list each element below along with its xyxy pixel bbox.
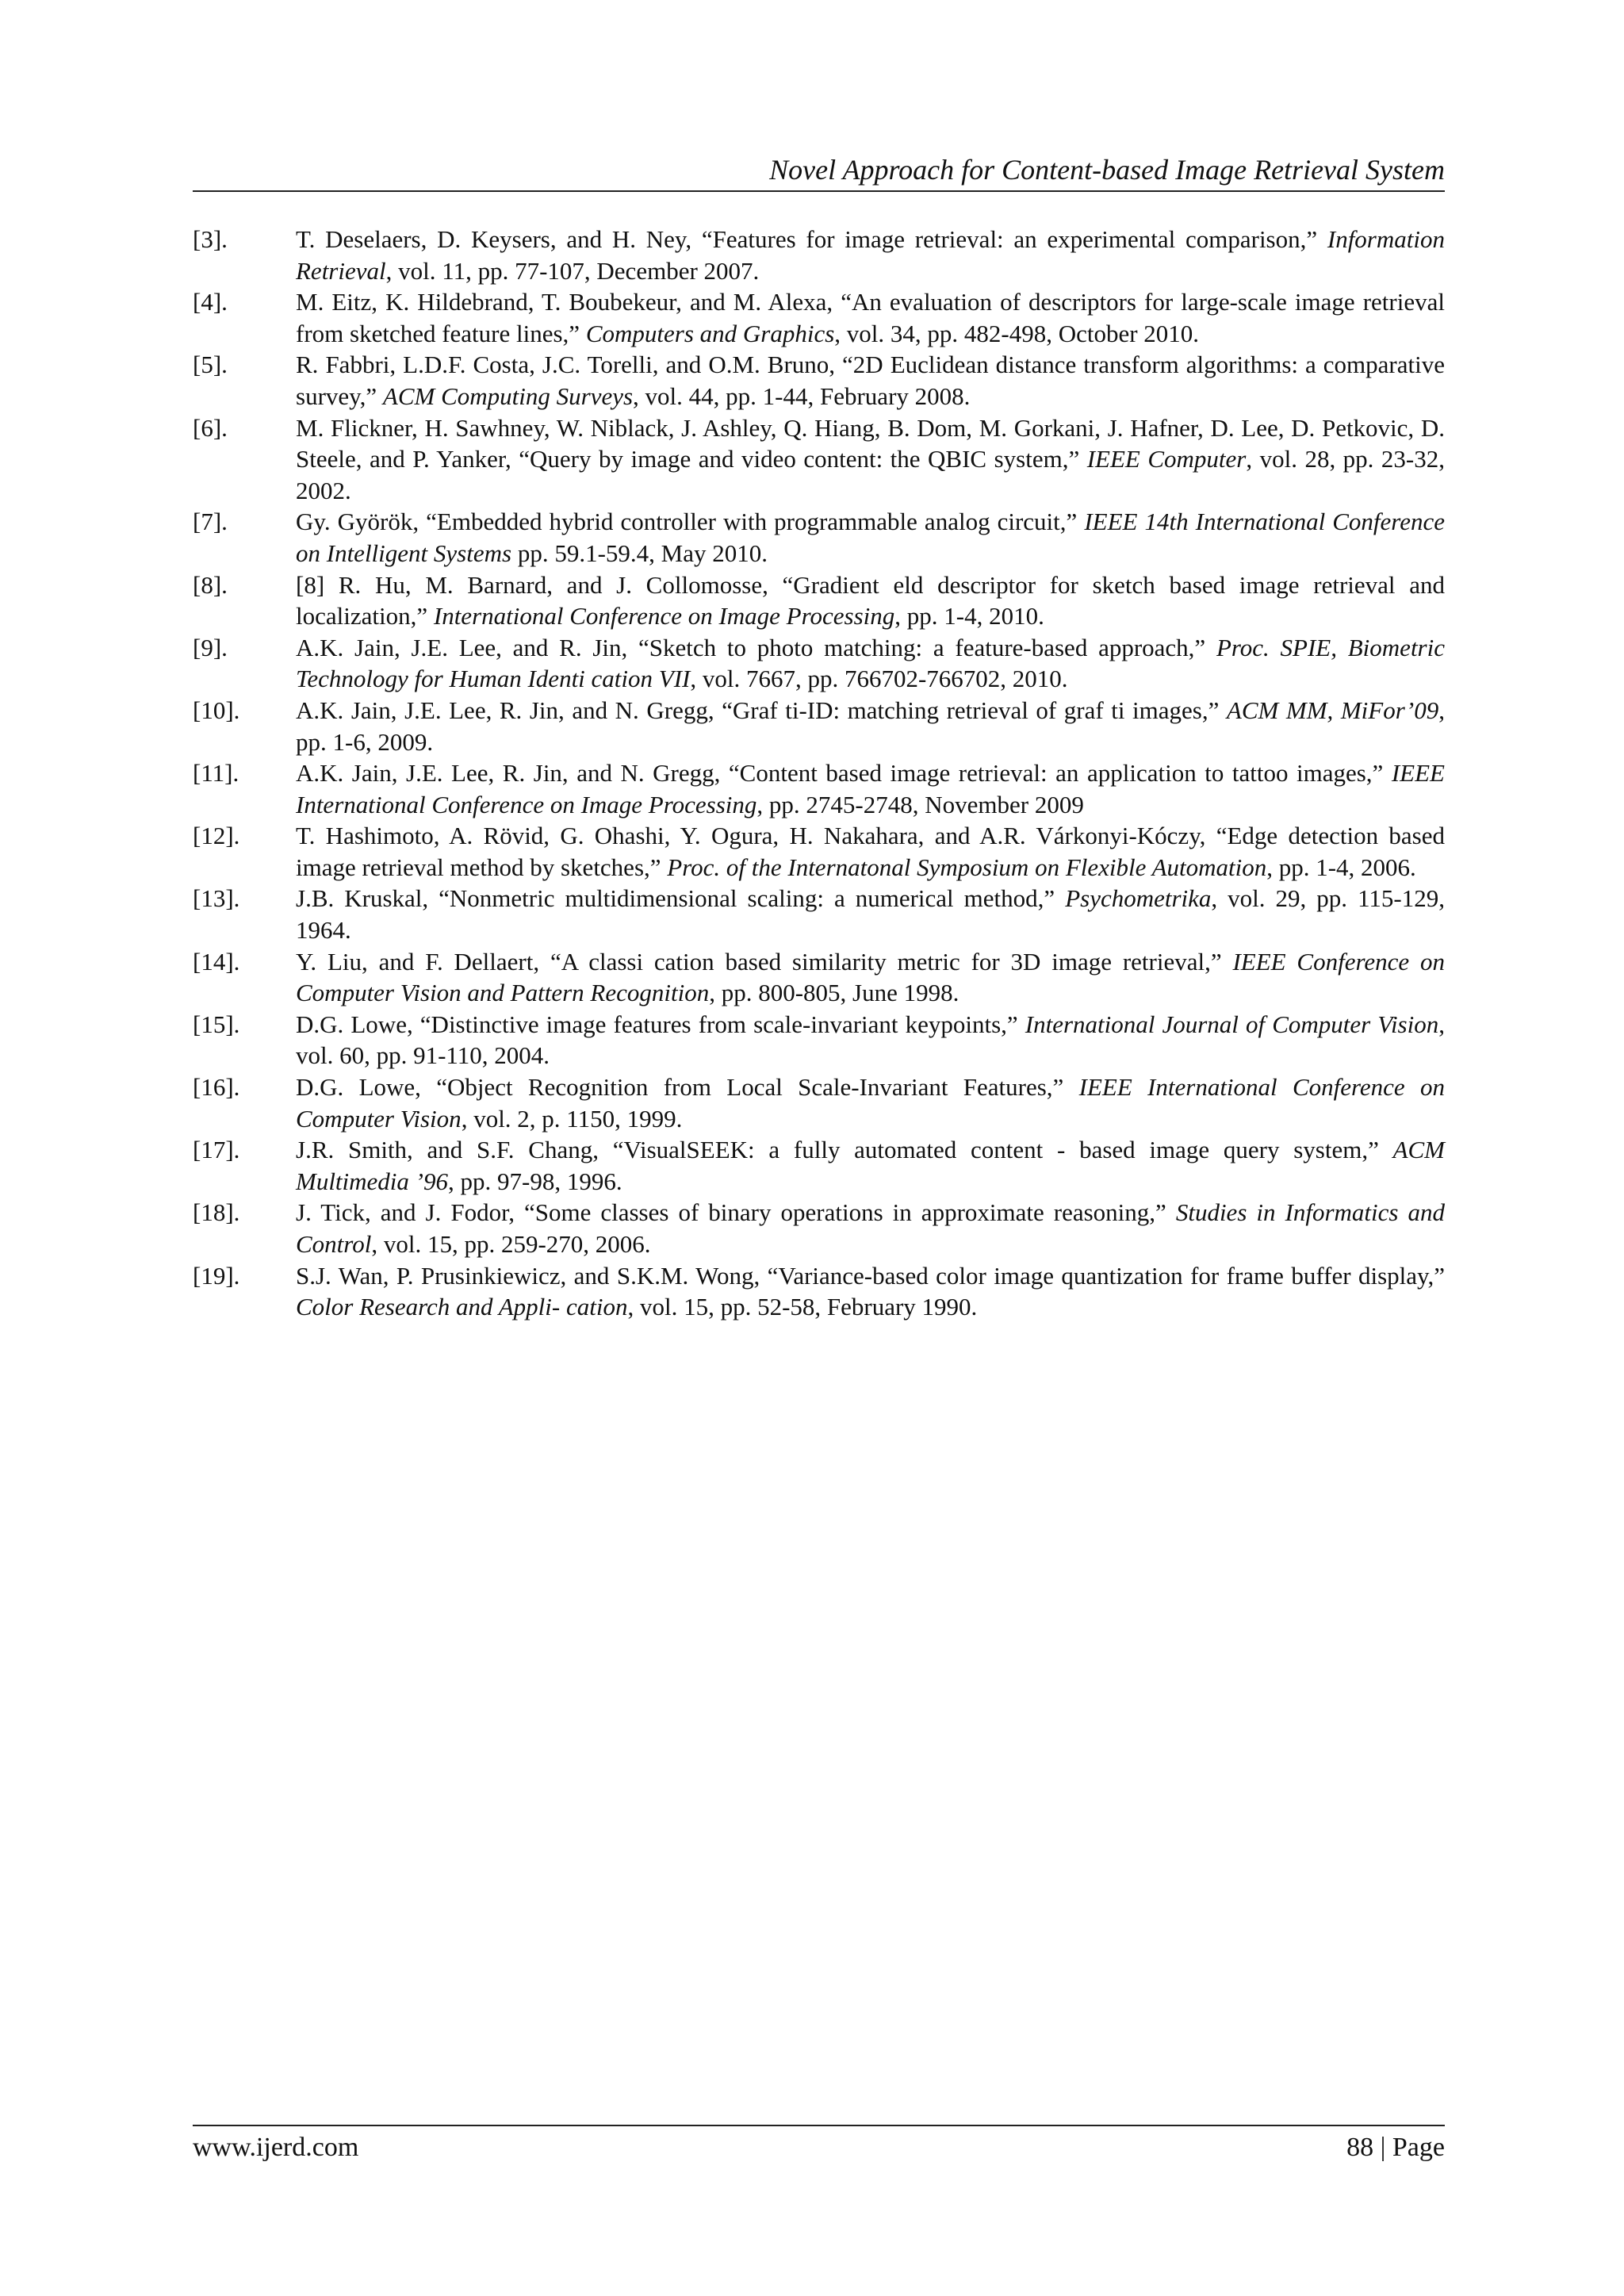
reference-text-segment: , vol. 29, pp. 115-129, 1964. [296, 884, 1445, 945]
reference-text-segment: A.K. Jain, J.E. Lee, and R. Jin, “Sketch to photo matching: a feature-based approach,” [296, 633, 1216, 661]
footer-page-number: 88 | Page [1346, 2133, 1445, 2162]
reference-text [296, 820, 1445, 883]
reference-item [193, 757, 1445, 820]
reference-number: [17]. [193, 1136, 240, 1164]
reference-source-title: IEEE 14th International Conference on Intelligent Systems [296, 508, 1446, 567]
reference-text-segment: A.K. Jain, J.E. Lee, R. Jin, and N. Gregg, “Graf ti-ID: matching retrieval of graf ti images,” [296, 696, 1227, 724]
reference-source-title: Proc. SPIE, Biometric Technology for Human Identi cation VII [296, 633, 1445, 693]
reference-text [296, 506, 1445, 569]
reference-number: [9]. [193, 633, 228, 661]
reference-text-segment: , vol. 7667, pp. 766702-766702, 2010. [690, 665, 1068, 693]
reference-item [193, 695, 1445, 757]
reference-number: [8]. [193, 570, 228, 599]
reference-number: [3]. [193, 225, 228, 253]
reference-text-segment: , pp. 800-805, June 1998. [709, 979, 959, 1007]
reference-item [193, 569, 1445, 632]
reference-text-segment: S.J. Wan, P. Prusinkiewicz, and S.K.M. Wong, “Variance-based color image quantization for frame buffer display,” [296, 1261, 1445, 1290]
reference-source-title: International Conference on Image Processing [433, 602, 895, 631]
reference-text-segment: T. Deselaers, D. Keysers, and H. Ney, “Features for image retrieval: an experimental comparison,” [296, 225, 1327, 253]
reference-text-segment: A.K. Jain, J.E. Lee, R. Jin, and N. Gregg, “Content based image retrieval: an application to tattoo images,” [296, 759, 1392, 788]
reference-source-title: Color Research and Appli- cation [296, 1293, 628, 1321]
reference-text-segment: , pp. 2745-2748, November 2009 [756, 790, 1084, 818]
reference-text-segment: , vol. 34, pp. 482-498, October 2010. [834, 319, 1200, 347]
reference-number: [7]. [193, 508, 228, 536]
reference-source-title: IEEE International Conference on Computer Vision [296, 1073, 1445, 1133]
reference-text-segment: , pp. 1-4, 2010. [894, 602, 1044, 631]
reference-text-segment: , pp. 1-6, 2009. [296, 696, 1445, 756]
reference-item [193, 412, 1445, 507]
reference-item [193, 883, 1445, 945]
reference-source-title: Computers and Graphics [585, 319, 835, 347]
reference-text-segment: J.B. Kruskal, “Nonmetric multidimensional scaling: a numerical method,” [296, 884, 1066, 913]
reference-item [193, 349, 1445, 412]
reference-item [193, 506, 1445, 569]
reference-source-title: Psychometrika [1065, 884, 1212, 913]
reference-source-title: International Journal of Computer Vision [1025, 1010, 1439, 1038]
reference-source-title: IEEE Computer [1086, 445, 1247, 473]
reference-item [193, 946, 1445, 1009]
reference-text [296, 1134, 1445, 1197]
reference-text-segment: R. Fabbri, L.D.F. Costa, J.C. Torelli, and O.M. Bruno, “2D Euclidean distance transform algorithms: a comparative survey,” [296, 351, 1445, 410]
reference-text-segment: , vol. 2, p. 1150, 1999. [461, 1104, 683, 1133]
reference-text-segment: , vol. 15, pp. 259-270, 2006. [371, 1230, 651, 1258]
reference-text-segment: , pp. 1-4, 2006. [1266, 853, 1416, 881]
reference-number: [5]. [193, 351, 228, 379]
reference-text-segment: pp. 59.1-59.4, May 2010. [511, 539, 768, 567]
reference-item [193, 1134, 1445, 1197]
reference-item [193, 1009, 1445, 1071]
reference-text-segment: , vol. 15, pp. 52-58, February 1990. [627, 1293, 978, 1321]
reference-number: [18]. [193, 1198, 240, 1227]
reference-text [296, 946, 1445, 1009]
page-footer [193, 2125, 1445, 2164]
reference-number: [4]. [193, 288, 228, 316]
reference-number: [16]. [193, 1073, 240, 1102]
reference-item [193, 224, 1445, 286]
reference-text [296, 695, 1445, 757]
reference-text-segment: , vol. 28, pp. 23-32, 2002. [296, 445, 1445, 504]
reference-text-segment: M. Eitz, K. Hildebrand, T. Boubekeur, and M. Alexa, “An evaluation of descriptors for large-scale image retrieval from sketched feature lines,” [296, 288, 1445, 347]
reference-number: [15]. [193, 1010, 240, 1038]
reference-text-segment: [8] R. Hu, M. Barnard, and J. Collomosse, “Gradient eld descriptor for sketch based image retrieval and localization,” [296, 570, 1445, 631]
reference-text [296, 632, 1445, 695]
reference-item [193, 820, 1445, 883]
reference-item [193, 1260, 1445, 1323]
reference-text [296, 883, 1445, 945]
reference-text-segment: D.G. Lowe, “Distinctive image features from scale-invariant keypoints,” [296, 1010, 1025, 1038]
reference-text [296, 1197, 1445, 1259]
reference-text-segment: J.R. Smith, and S.F. Chang, “VisualSEEK: a fully automated content - based image query system,” [296, 1136, 1393, 1164]
reference-item [193, 286, 1445, 349]
reference-number: [19]. [193, 1261, 240, 1290]
reference-text [296, 757, 1445, 820]
reference-item [193, 1071, 1445, 1134]
reference-text-segment: Gy. Györök, “Embedded hybrid controller with programmable analog circuit,” [296, 508, 1085, 536]
reference-text-segment: , vol. 60, pp. 91-110, 2004. [296, 1010, 1445, 1070]
reference-source-title: ACM Multimedia ’96 [296, 1136, 1445, 1195]
reference-number: [13]. [193, 884, 240, 913]
reference-text [296, 1009, 1445, 1071]
reference-text-segment: M. Flickner, H. Sawhney, W. Niblack, J. Ashley, Q. Hiang, B. Dom, M. Gorkani, J. Hafner, D. Lee, D. Petkovic, D. Steele, and P. Yanker, “Query by image and video content: the QBIC system,” [296, 413, 1445, 473]
reference-item [193, 632, 1445, 695]
reference-source-title: ACM MM, MiFor’09 [1226, 696, 1439, 724]
reference-number: [14]. [193, 947, 240, 976]
reference-source-title: IEEE Conference on Computer Vision and Pattern Recognition [296, 947, 1445, 1007]
reference-text-segment: Y. Liu, and F. Dellaert, “A classi cation based similarity metric for 3D image retrieval,” [296, 947, 1233, 976]
reference-text-segment: , vol. 11, pp. 77-107, December 2007. [385, 256, 760, 285]
reference-text [296, 224, 1445, 286]
reference-text [296, 286, 1445, 349]
reference-text-segment: , pp. 97-98, 1996. [448, 1167, 622, 1195]
reference-text [296, 412, 1445, 507]
reference-number: [11]. [193, 759, 239, 788]
reference-text [296, 349, 1445, 412]
reference-list [193, 224, 1445, 1323]
reference-source-title: Proc. of the Internatonal Symposium on Flexible Automation [667, 853, 1267, 881]
reference-text-segment: T. Hashimoto, A. Rövid, G. Ohashi, Y. Ogura, H. Nakahara, and A.R. Várkonyi-Kóczy, “Edge detection based image retrieval method by sketches,” [296, 822, 1445, 881]
reference-source-title: Studies in Informatics and Control [296, 1198, 1445, 1258]
reference-number: [12]. [193, 822, 240, 850]
reference-text-segment: D.G. Lowe, “Object Recognition from Local Scale-Invariant Features,” [296, 1073, 1079, 1102]
page-header [193, 152, 1445, 192]
reference-text [296, 1260, 1445, 1323]
reference-text-segment: , vol. 44, pp. 1-44, February 2008. [633, 381, 971, 410]
reference-source-title: Information Retrieval [296, 225, 1445, 285]
reference-text [296, 569, 1445, 632]
reference-text [296, 1071, 1445, 1134]
reference-number: [6]. [193, 413, 228, 442]
reference-source-title: ACM Computing Surveys [382, 381, 634, 410]
reference-number: [10]. [193, 696, 240, 724]
reference-source-title: IEEE International Conference on Image Processing [296, 759, 1445, 818]
reference-text-segment: J. Tick, and J. Fodor, “Some classes of binary operations in approximate reasoning,” [296, 1198, 1176, 1227]
reference-item [193, 1197, 1445, 1259]
footer-website: www.ijerd.com [193, 2133, 359, 2162]
running-title: Novel Approach for Content-based Image Retrieval System [769, 154, 1445, 186]
